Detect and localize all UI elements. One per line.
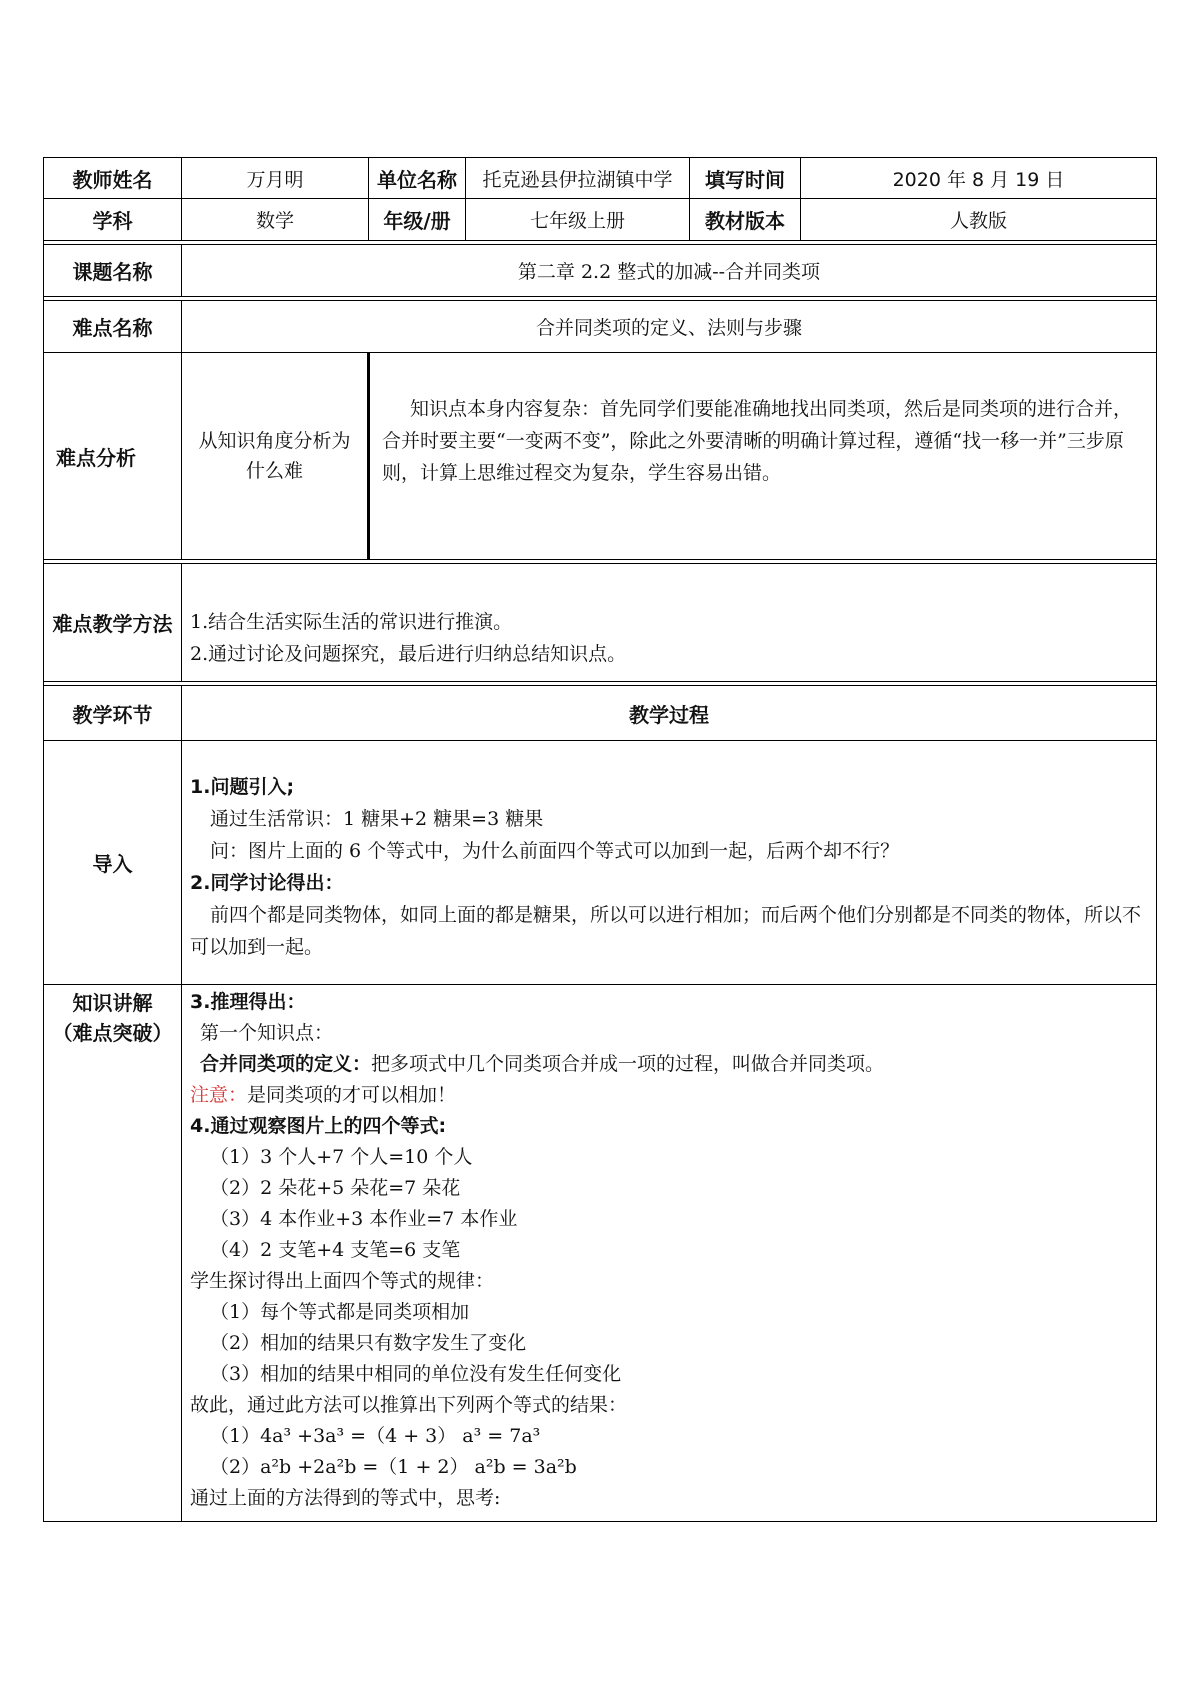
note-text: 是同类项的才可以相加！ [247, 1084, 457, 1106]
equation-1: （1）3 个人+7 个人=10 个人 [210, 1146, 473, 1168]
edition-label: 教材版本 [690, 199, 801, 241]
analysis-text: 知识点本身内容复杂：首先同学们要能准确地找出同类项，然后是同类项的进行合并，合并时要主要“一变两不变”，除此之外要清晰的明确计算过程，遵循“找一移一并”三步原则，计算上思维过程交为复杂，学生容易出错。 [369, 353, 1157, 560]
process-label: 教学环节 [44, 686, 182, 741]
rule-1: （1）每个等式都是同类项相加 [210, 1301, 470, 1323]
process-value: 教学过程 [182, 686, 1157, 741]
equation-3: （3）4 本作业+3 本作业=7 本作业 [210, 1208, 518, 1230]
process-header-row [44, 686, 1157, 741]
knowledge-label-cell [44, 985, 182, 1522]
teacher-name-label: 教师姓名 [44, 158, 182, 199]
grade-label: 年级/册 [369, 199, 466, 241]
header-row-1 [44, 158, 1157, 199]
knowledge-point-label: 第一个知识点： [200, 1022, 334, 1044]
method-content [182, 564, 1157, 682]
topic-label: 课题名称 [44, 245, 182, 297]
rule-3: （3）相加的结果中相同的单位没有发生任何变化 [210, 1363, 622, 1385]
intro-heading-2: 2.同学讨论得出： [190, 872, 344, 894]
lesson-plan-document [43, 157, 1156, 1522]
knowledge-row [44, 985, 1157, 1522]
intro-line-3: 前四个都是同类物体，如同上面的都是糖果，所以可以进行相加；而后两个他们分别都是不同类的物体，所以不可以加到一起。 [190, 904, 1142, 958]
analysis-label: 难点分析 [44, 353, 182, 560]
analysis-row [44, 353, 1157, 560]
topic-value: 第二章 2.2 整式的加减--合并同类项 [182, 245, 1157, 297]
intro-content [182, 741, 1157, 985]
unit-name: 托克逊县伊拉湖镇中学 [466, 158, 690, 199]
unit-name-label: 单位名称 [369, 158, 466, 199]
knowledge-content [182, 985, 1157, 1522]
formula-1: （1）4a³ +3a³ =（4 + 3） a³ = 7a³ [210, 1425, 541, 1447]
definition-line [190, 1049, 1148, 1080]
formula-2: （2）a²b +2a²b =（1 + 2） a²b = 3a²b [210, 1456, 577, 1478]
intro-row [44, 741, 1157, 985]
method-line-2: 2.通过讨论及问题探究，最后进行归纳总结知识点。 [190, 642, 627, 665]
lesson-plan-table [43, 157, 1157, 1522]
note-label: 注意： [190, 1084, 248, 1106]
rule-2: （2）相加的结果只有数字发生了变化 [210, 1332, 527, 1354]
rule-intro: 学生探讨得出上面四个等式的规律： [190, 1270, 495, 1292]
fill-date-label: 填写时间 [690, 158, 801, 199]
difficulty-row [44, 301, 1157, 353]
knowledge-heading-3: 3.推理得出： [190, 991, 306, 1013]
topic-row [44, 245, 1157, 297]
subject-label: 学科 [44, 199, 182, 241]
method-line-1: 1.结合生活实际生活的常识进行推演。 [190, 610, 513, 633]
edition: 人教版 [801, 199, 1157, 241]
note-line [190, 1080, 1148, 1111]
fill-date: 2020 年 8 月 19 日 [801, 158, 1157, 199]
teacher-name: 万月明 [182, 158, 369, 199]
difficulty-value: 合并同类项的定义、法则与步骤 [182, 301, 1157, 353]
definition-text: 把多项式中几个同类项合并成一项的过程，叫做合并同类项。 [371, 1053, 885, 1075]
intro-label: 导入 [44, 741, 182, 985]
knowledge-heading-4: 4.通过观察图片上的四个等式: [190, 1115, 447, 1137]
think-line: 通过上面的方法得到的等式中，思考: [190, 1487, 501, 1509]
intro-line-2: 问：图片上面的 6 个等式中，为什么前面四个等式可以加到一起，后两个却不行？ [210, 840, 900, 862]
method-label: 难点教学方法 [44, 564, 182, 682]
knowledge-label: 知识讲解 [72, 991, 153, 1015]
analysis-sublabel: 从知识角度分析为什么难 [182, 353, 369, 560]
method-row [44, 564, 1157, 682]
intro-line-1: 通过生活常识：1 糖果+2 糖果=3 糖果 [210, 808, 544, 830]
header-row-2 [44, 199, 1157, 241]
so-line: 故此，通过此方法可以推算出下列两个等式的结果： [190, 1394, 628, 1416]
subject: 数学 [182, 199, 369, 241]
grade: 七年级上册 [466, 199, 690, 241]
equation-4: （4）2 支笔+4 支笔=6 支笔 [210, 1239, 461, 1261]
intro-heading-1: 1.问题引入; [190, 776, 295, 798]
knowledge-sublabel: （难点突破） [52, 1021, 173, 1045]
difficulty-label: 难点名称 [44, 301, 182, 353]
equation-2: （2）2 朵花+5 朵花=7 朵花 [210, 1177, 461, 1199]
definition-title: 合并同类项的定义： [200, 1053, 372, 1075]
